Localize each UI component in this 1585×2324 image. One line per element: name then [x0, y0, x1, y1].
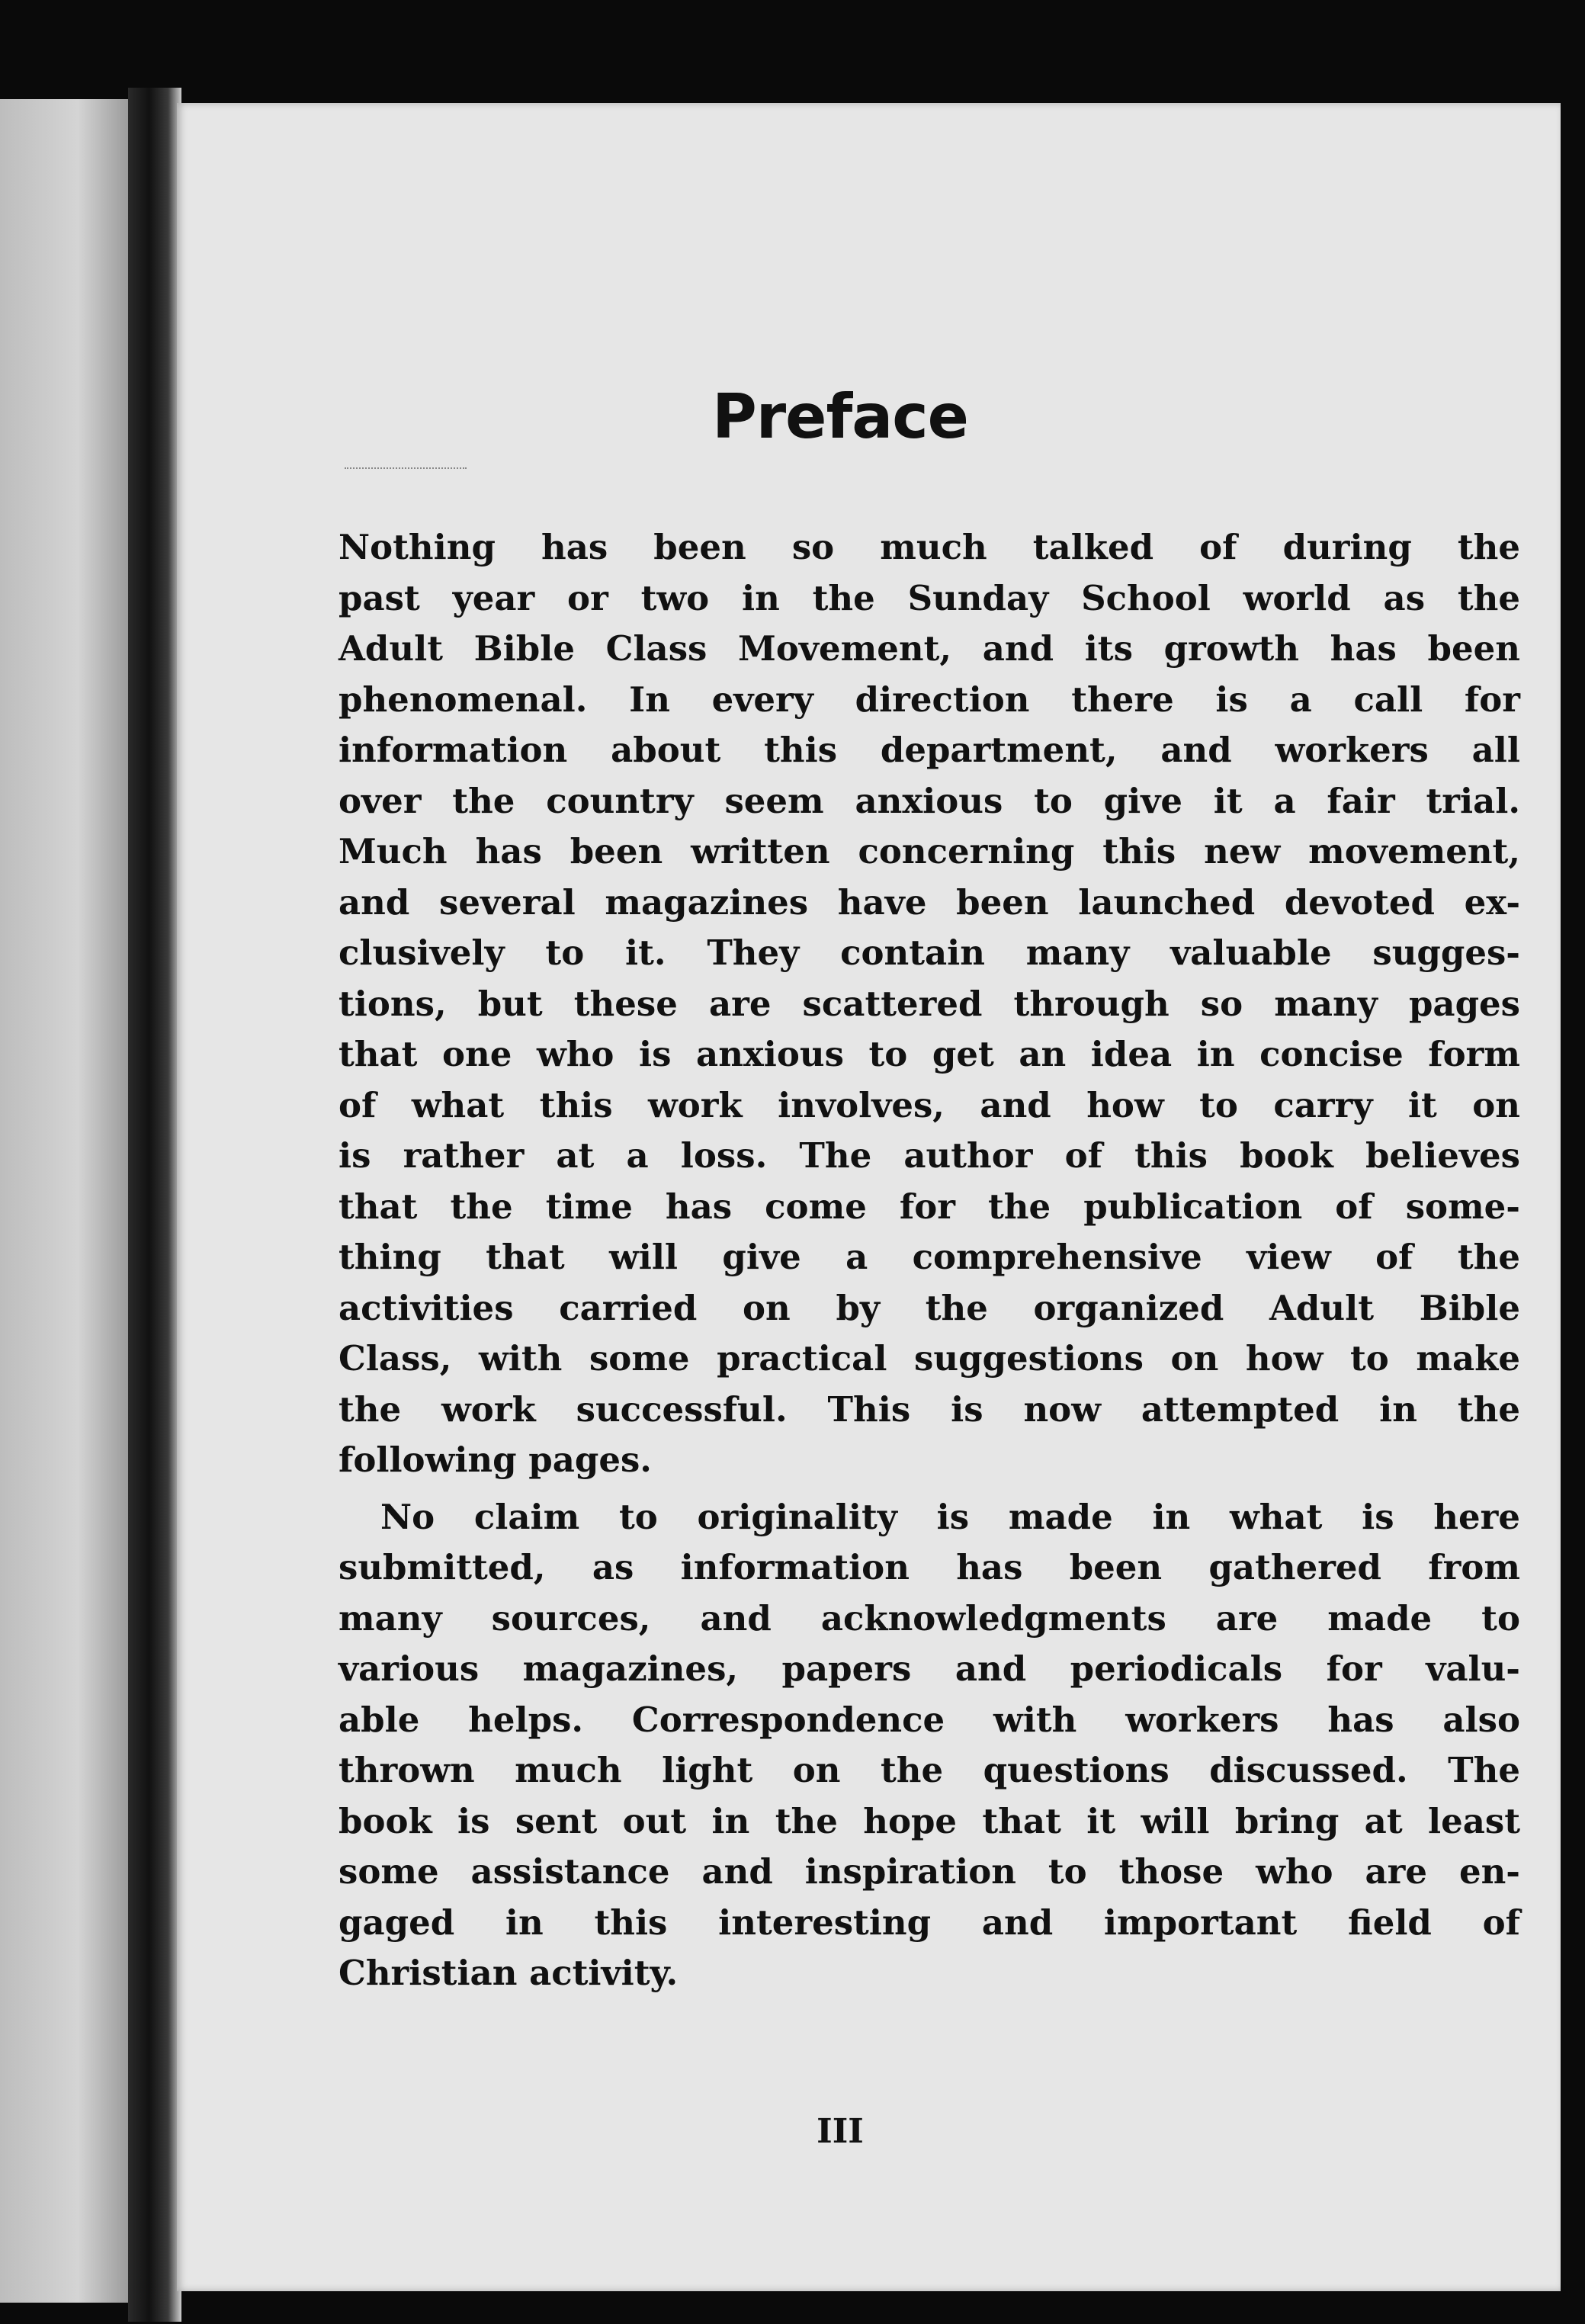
text-line: book is sent out in the hope that it will bring at least: [338, 1800, 1520, 1841]
text-line: is rather at a loss. The author of this book believes: [338, 1135, 1520, 1176]
text-line: Christian activity.: [338, 1953, 679, 1993]
preface-body: [338, 522, 1520, 1999]
text-line: submitted, as information has been gathered from: [338, 1547, 1520, 1587]
text-line: over the country seem anxious to give it a fair trial.: [338, 780, 1520, 821]
text-line: tions, but these are scattered through so many pages: [338, 983, 1520, 1024]
paragraph-1: [338, 522, 1520, 1486]
facing-page-edge: [0, 99, 130, 2303]
text-line: many sources, and acknowledgments are made to: [338, 1597, 1520, 1639]
text-line: past year or two in the Sunday School world as the: [338, 577, 1520, 618]
text-line: Adult Bible Class Movement, and its growth has been: [338, 628, 1520, 669]
text-line: thrown much light on the questions discussed. The: [338, 1750, 1520, 1790]
text-line: Much has been written concerning this new movement,: [338, 831, 1520, 872]
page-title: Preface: [712, 381, 968, 452]
text-line: and several magazines have been launched devoted ex-: [338, 881, 1520, 923]
text-line: some assistance and inspiration to those who are en-: [338, 1851, 1520, 1892]
text-line: No claim to originality is made in what is here: [380, 1496, 1520, 1537]
book-page: [177, 103, 1561, 2291]
text-line: various magazines, papers and periodicals for valu-: [338, 1648, 1520, 1689]
page-number: III: [817, 2112, 864, 2151]
text-line: clusively to it. They contain many valuable sugges-: [338, 932, 1520, 973]
text-line: able helps. Correspondence with workers has also: [338, 1699, 1520, 1740]
text-line: of what this work involves, and how to carry it on: [338, 1084, 1520, 1125]
text-line: thing that will give a comprehensive view of the: [338, 1237, 1520, 1277]
text-line: [338, 522, 1520, 573]
text-line: information about this department, and workers all: [338, 730, 1520, 770]
text-line: that one who is anxious to get an idea in concise form: [338, 1034, 1520, 1074]
text-line: phenomenal. In every direction there is a call for: [338, 679, 1520, 720]
line-text: Nothing has been so much talked of during the: [338, 527, 1520, 567]
text-line: gaged in this interesting and important field of: [338, 1902, 1520, 1943]
book-spine: [128, 88, 181, 2322]
text-line: that the time has come for the publication of some-: [338, 1186, 1520, 1227]
paragraph-gap: [338, 1486, 1520, 1492]
text-line: the work successful. This is now attempted in the: [338, 1388, 1520, 1430]
text-line: following pages.: [338, 1440, 652, 1480]
decorative-rule: [345, 467, 467, 470]
text-line: Class, with some practical suggestions on how to make: [338, 1338, 1520, 1379]
paragraph-2: [338, 1492, 1520, 1999]
text-line: activities carried on by the organized Adult Bible: [338, 1287, 1520, 1328]
